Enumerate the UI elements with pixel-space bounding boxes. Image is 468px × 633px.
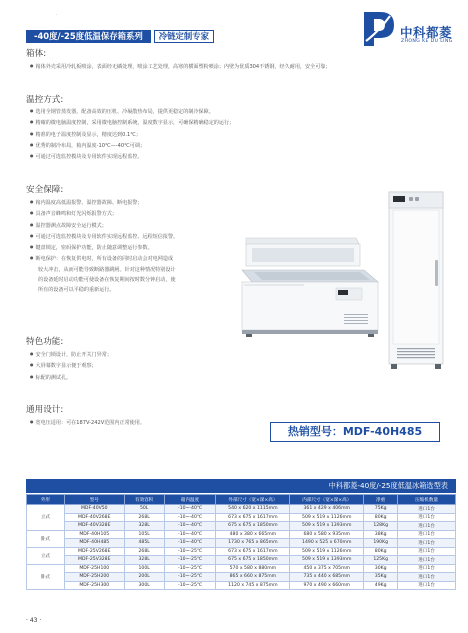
table-cell: 485L	[124, 539, 164, 548]
bullet-continuation: 所有的设备可以平稳的重新运行。	[38, 287, 115, 294]
table-cell: 1490 x 525 x 670mm	[290, 539, 364, 548]
table-cell: 进口1台	[398, 522, 456, 531]
table-cell-shape: 立式	[27, 505, 65, 531]
table-cell: 680 x 580 x 935mm	[290, 530, 364, 539]
table-row	[27, 530, 456, 539]
table-cell: 673 x 675 x 1617mm	[216, 513, 290, 522]
table-cell: -10~-25℃	[164, 556, 216, 565]
table-cell: 300L	[124, 581, 164, 590]
table-cell: 328L	[124, 556, 164, 565]
table-cell: MDF-40H485	[64, 539, 124, 548]
table-header: 箱内温度	[164, 495, 216, 505]
table-cell-shape: 卧式	[27, 530, 65, 547]
table-cell: 865 x 660 x 875mm	[216, 573, 290, 582]
table-row	[27, 556, 456, 565]
table-body	[27, 505, 456, 590]
table-cell: 480 x 380 x 665mm	[216, 530, 290, 539]
table-cell: 80Kg	[364, 513, 398, 522]
table-cell: -10~-40℃	[164, 539, 216, 548]
table-cell: MDF-25H100	[64, 564, 124, 573]
table-cell: 128Kg	[364, 522, 398, 531]
table-cell: MDF-25H300	[64, 581, 124, 590]
table-cell: MDF-25V328E	[64, 556, 124, 565]
table-cell: -10~-40℃	[164, 522, 216, 531]
table-cell: -10~-25℃	[164, 581, 216, 590]
bullet-item: ● 断电保护：在恢复供电时，所有设备的同时启动会对电网造成	[30, 253, 178, 264]
section-body-safety	[30, 197, 178, 296]
table-cell: MDF-25V268E	[64, 547, 124, 556]
table-cell: -10~-40℃	[164, 505, 216, 514]
table-cell: 进口1台	[398, 505, 456, 514]
table-cell: 268L	[124, 513, 164, 522]
series-tag: 冷链定制专家	[154, 30, 214, 43]
table-cell-shape: 立式	[27, 547, 65, 564]
bullet-item: ● 箱体外壳采用冷轧板喷涂，表面经无磷处理，喷涂工艺处理，高寒的横面塑粉喷涂；内壁为优质304不锈钢，经久耐用，安全可靠；	[30, 61, 330, 72]
bullet-continuation: 的设备延时启动功能可使设备在恢复期间按时数分钟启动，使	[38, 277, 176, 284]
section-heading-safety: 安全保障:	[26, 185, 64, 195]
table-row	[27, 505, 456, 514]
table-cell: 38Kg	[364, 530, 398, 539]
table-cell: 540 x 620 x 1115mm	[216, 505, 290, 514]
bullet-item: ● 大屏幕数字显示便于观察；	[30, 360, 112, 371]
table-header: 有效容积	[124, 495, 164, 505]
table-cell: 80Kg	[364, 547, 398, 556]
bullet-item: ● 可通过可选监控模块及专用软件实现远程监控。	[30, 151, 234, 162]
table-header: 净重	[364, 495, 398, 505]
section-body-general	[30, 417, 145, 428]
section-heading-temp-control: 温控方式:	[26, 95, 64, 105]
table-cell: 进口1台	[398, 530, 456, 539]
bullet-item: ● 箱内温度高低温报警、温控器故障、断电报警；	[30, 197, 178, 208]
bullet-item: ● 选用全钢管蒸发器，配备高效的压机、冷凝散热布局，提供更稳定的制冷保障。	[30, 106, 234, 117]
table-cell: 30Kg	[364, 564, 398, 573]
bullet-item: ● 宽电压适用：可在187V-242V范围内正常使用。	[30, 417, 145, 428]
table-header: 外部尺寸（宽×深×高）	[216, 495, 290, 505]
hot-model-badge: 热销型号：MDF-40H485	[270, 422, 440, 442]
logo-text-en: ZHONG KE DU LING	[401, 39, 453, 44]
section-body-temp-control	[30, 106, 234, 162]
table-cell: MDF-40V328E	[64, 522, 124, 531]
bullet-item: ● 精確的微电脑温度控制，采用微电脑控制系统，温度数字显示，可确保精确稳定的运行；	[30, 117, 234, 128]
table-cell: 105L	[124, 530, 164, 539]
table-cell: 509 x 519 x 1126mm	[290, 547, 364, 556]
table-cell: 735 x 440 x 685mm	[290, 573, 364, 582]
section-heading-general: 通用设计:	[26, 405, 64, 415]
table-row	[27, 547, 456, 556]
chest-freezer-image	[232, 230, 382, 340]
table-cell: 100L	[124, 564, 164, 573]
selection-table-title: 中科都菱-40度/-25度低温冰箱选型表	[26, 479, 456, 493]
table-cell: 450 x 375 x 705mm	[290, 564, 364, 573]
table-row	[27, 564, 456, 573]
table-row	[27, 539, 456, 548]
bullet-item: ● 具备声音蜂鸣和灯光闪烁报警方式；	[30, 208, 178, 219]
table-cell: 509 x 519 x 1393mm	[290, 556, 364, 565]
table-row	[27, 513, 456, 522]
table-cell: 进口1台	[398, 513, 456, 522]
table-header: 型号	[64, 495, 124, 505]
table-cell: 190Kg	[364, 539, 398, 548]
table-cell: 970 x 490 x 660mm	[290, 581, 364, 590]
table-cell: -10~-40℃	[164, 530, 216, 539]
table-cell: -10~-25℃	[164, 573, 216, 582]
table-cell: 1120 x 745 x 875mm	[216, 581, 290, 590]
table-cell: 进口1台	[398, 547, 456, 556]
table-cell: -10~-40℃	[164, 513, 216, 522]
company-logo	[360, 8, 460, 50]
series-title-bar	[26, 30, 214, 43]
section-body-cabinet	[30, 61, 330, 72]
bullet-item: ● 优秀的制冷布局，箱内温度-10℃—-40℃可调；	[30, 140, 234, 151]
table-cell: 49Kg	[364, 581, 398, 590]
table-cell: 1730 x 765 x 865mm	[216, 539, 290, 548]
table-cell: 509 x 519 x 1393mm	[290, 522, 364, 531]
table-header: 内部尺寸（宽×深×高）	[290, 495, 364, 505]
table-cell: 进口1台	[398, 556, 456, 565]
page-number: · 43 ·	[26, 617, 42, 624]
table-cell: MDF-40H105	[64, 530, 124, 539]
table-cell: MDF-40V50	[64, 505, 124, 514]
table-cell: 200L	[124, 573, 164, 582]
table-cell-shape: 卧式	[27, 564, 65, 590]
table-cell: 328L	[124, 522, 164, 531]
bullet-item: ● 安全门锁设计，防止开关门异常；	[30, 349, 112, 360]
table-cell: 570 x 580 x 880mm	[216, 564, 290, 573]
table-cell: 675 x 675 x 1850mm	[216, 522, 290, 531]
table-header: 外形	[27, 495, 65, 505]
table-cell: -10~-25℃	[164, 547, 216, 556]
table-cell: 50L	[124, 505, 164, 514]
table-cell: 75Kg	[364, 505, 398, 514]
table-cell: -10~-25℃	[164, 564, 216, 573]
table-cell: 509 x 519 x 1126mm	[290, 513, 364, 522]
table-row	[27, 581, 456, 590]
table-cell: 673 x 675 x 1617mm	[216, 547, 290, 556]
selection-table	[26, 494, 456, 590]
table-cell: 675 x 675 x 1850mm	[216, 556, 290, 565]
bullet-item: ● 精准的电子温度控制及显示，精度达到0.1℃；	[30, 129, 234, 140]
table-row	[27, 522, 456, 531]
table-cell: 进口1台	[398, 564, 456, 573]
bullet-item: ● 可通过可选监控模块及专用软件实现远程监控、远程短信报警。	[30, 231, 178, 242]
section-heading-features: 特色功能:	[26, 337, 64, 347]
section-heading-cabinet: 箱体:	[26, 49, 47, 59]
series-title: -40度/-25度低温保存箱系列	[26, 30, 151, 43]
table-cell: 进口1台	[398, 539, 456, 548]
catalog-page: · -40度/-25度低温保存箱系列 冷链定制专家 中科都菱 ZHONG KE DU LING 箱体: ● 箱体外壳采用冷轧板喷涂，表面经无磷处理，喷涂工艺处理，高寒的横面塑粉喷涂；内壁为优质304不锈钢，经久耐用，安全可靠； 温控方式: ● 选用全钢管蒸发器，配备高效的压机、冷凝散热布局，提供更稳定的制冷保障。 ● 精確的微电脑温度控制，采用微电脑控制系统，温度数字显示，可确保精确稳定的运行； ● 精准的电子温度控制及显示，精度达到0.1℃； ● 优秀的制冷布局，箱内温度-10℃—-40℃可调； ● 可通过可选监控模块及专用软件实现远程监控。 安全保障: ● 箱内温度高低温报警、温控器故障、断电报警； ● 具备声音蜂鸣和灯光闪烁报警方式； ● 温控器测点故障安全运行模式； ● 可通过可选监控模块及专用软件实现远程监控、远程短信报警。 ● 键盘锁定，密码保护功能，防止随意调整运行参数。 ● 断电保护：在恢复供电时，所有设备的同时启动会对电网造成 较大冲击，从而可能导致断路器跳闸。针对这种情况特别设计 的设备延时启动功能可使设备在恢复期间按时数分钟启动，使 所有的设备可以平稳的重新运行。 特色功能: ● 安全门锁设计，防止开关门异常； ● 大屏幕数字显示便于观察； ● 标配的测试孔。 通用设计: ● 宽电压适用：可在187V-242V范围内正常使用。 热销型号：MDF-40H485 中科都菱-40度/-25度低温冰箱选型表 外形 型号 有效容积 箱内温度 外部尺寸（宽×深×高） 内部尺寸（宽×深×高） 净重 压缩机数量 立式 MDF-40V50 50L -10~-40℃ 540 x 620 x 1115mm 361 x 429 x 406mm 75Kg 进口1台 MDF-40V268E 268L -10~-40℃ 673 x 675 x 1617mm 509 x 519 x 1126mm 80Kg 进口1台 MDF-40V328E 328L -10~-40℃ 675 x 675 x 1850mm 509 x 519 x 1393mm 128Kg 进口1台 卧式 MDF-40H105 105L -10~-40℃ 480 x 380 x 665mm 680 x 580 x 935mm 38Kg 进口1台 MDF-40H485 485L -10~-40℃ 1730 x 765 x 865mm 1490 x 525 x 670mm 190Kg 进口1台 立式 MDF-25V268E 268L -10~-25℃ 673 x 675 x 1617mm 509 x 519 x 1126mm 80Kg 进口1台 MDF-25V328E 328L -10~-25℃ 675 x 675 x 1850mm 509 x 519 x 1393mm 125Kg 进口1台 卧式 MDF-25H100 100L -10~-25℃ 570 x 580 x 880mm 450 x 375 x 705mm 30Kg 进口1台 MDF-25H200 200L -10~-25℃ 865 x 660 x 875mm 735 x 440 x 685mm 35Kg 进口1台 MDF-25H300 300L -10~-25℃ 1120 x 745 x 875mm 970 x 490 x 660mm 49Kg 进口1台 · 43 ·	[0, 0, 468, 633]
bullet-item: ● 温控器测点故障安全运行模式；	[30, 220, 178, 231]
table-cell: 125Kg	[364, 556, 398, 565]
logo-mark-icon	[360, 8, 398, 48]
bullet-item: ● 键盘锁定，密码保护功能，防止随意调整运行参数。	[30, 242, 178, 253]
upright-freezer-image	[385, 190, 447, 372]
bullet-continuation: 较大冲击，从而可能导致断路器跳闸。针对这种情况特别设计	[38, 266, 176, 273]
section-body-features	[30, 349, 112, 383]
table-cell: 35Kg	[364, 573, 398, 582]
table-cell: 进口1台	[398, 581, 456, 590]
table-header-row	[27, 495, 456, 505]
table-cell: 268L	[124, 547, 164, 556]
table-header: 压缩机数量	[398, 495, 456, 505]
table-cell: MDF-40V268E	[64, 513, 124, 522]
logo-text-cn: 中科都菱	[400, 25, 453, 40]
table-cell: 进口1台	[398, 573, 456, 582]
table-cell: 361 x 429 x 406mm	[290, 505, 364, 514]
table-cell: MDF-25H200	[64, 573, 124, 582]
bullet-item: ● 标配的测试孔。	[30, 372, 112, 383]
table-row	[27, 573, 456, 582]
